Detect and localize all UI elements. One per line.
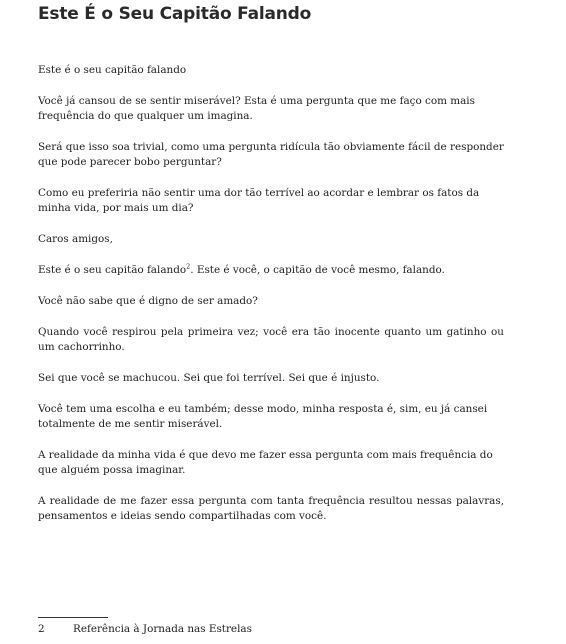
paragraph: Você não sabe que é digno de ser amado? — [38, 295, 258, 307]
paragraph: Caros amigos, — [38, 233, 113, 245]
footnote-reference[interactable]: 2 — [186, 262, 191, 271]
paragraph-text: Este é o seu capitão falando — [38, 264, 187, 276]
paragraph: Como eu preferiria não sentir uma dor tão terrível ao acordar e lembrar os fatos da minha vida, por mais um dia? — [38, 187, 480, 214]
paragraph — [38, 263, 504, 278]
paragraph: Você já cansou de se sentir miserável? Esta é uma pergunta que me faço com mais frequência do que qualquer um imagina. — [38, 95, 475, 122]
paragraph-text: . Este é você, o capitão de você mesmo, falando. — [190, 264, 445, 276]
paragraph: Quando você respirou pela primeira vez; você era tão inocente quanto um gatinho ou um cachorrinho. — [38, 326, 504, 353]
footnote-text: Referência à Jornada nas Estrelas — [73, 623, 252, 635]
footnote-divider — [38, 617, 108, 618]
paragraph: Será que isso soa trivial, como uma pergunta ridícula tão obviamente fácil de responder que pode parecer bobo perguntar? — [38, 141, 504, 168]
page-title: Este É o Seu Capitão Falando — [38, 4, 312, 24]
paragraph: A realidade de me fazer essa pergunta com tanta frequência resultou nessas palavras, pensamentos e ideias sendo compartilhadas com você. — [38, 495, 504, 522]
paragraph: Sei que você se machucou. Sei que foi terrível. Sei que é injusto. — [38, 372, 380, 384]
body-text — [38, 63, 504, 540]
paragraph: Este é o seu capitão falando — [38, 64, 187, 76]
paragraph: A realidade da minha vida é que devo me fazer essa pergunta com mais frequência do que alguém possa imaginar. — [38, 449, 493, 476]
footnote-number: 2 — [38, 623, 45, 635]
footnote — [38, 623, 252, 635]
paragraph: Você tem uma escolha e eu também; desse modo, minha resposta é, sim, eu já cansei totalmente de me sentir miserável. — [38, 403, 488, 430]
